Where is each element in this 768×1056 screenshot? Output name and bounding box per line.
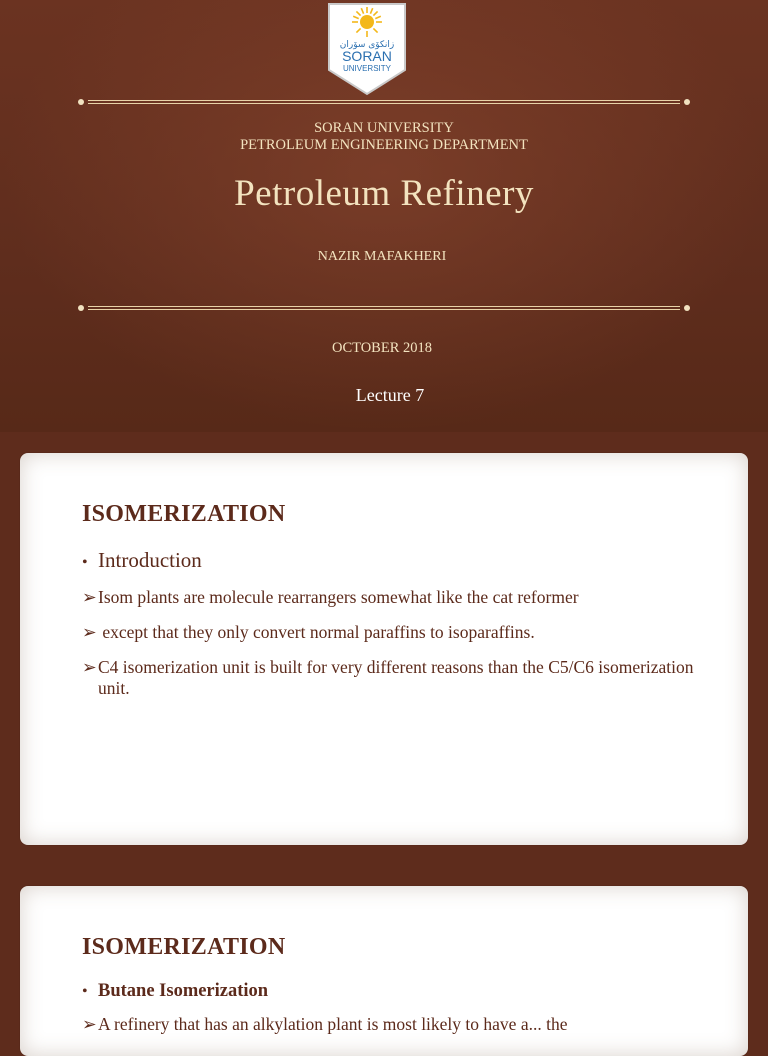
- logo-wordmark-line2: UNIVERSITY: [342, 64, 392, 73]
- logo-wordmark-line1: SORAN: [342, 48, 392, 64]
- list-item: [82, 1014, 718, 1035]
- slide-card-butane-isomerization: [20, 886, 748, 1056]
- slide-heading: ISOMERIZATION: [82, 501, 286, 527]
- slide-heading: ISOMERIZATION: [82, 934, 286, 960]
- university-name: SORAN UNIVERSITY: [314, 120, 454, 136]
- bullet-heading-text: Butane Isomerization: [98, 981, 269, 1001]
- author-name: NAZIR MAFAKHERI: [317, 249, 447, 264]
- bullet-heading-text: Introduction: [98, 548, 202, 572]
- list-item-text: C4 isomerization unit is built for very different reasons than the C5/C6 isomerization unit.: [98, 657, 694, 698]
- logo-arabic-text: زانكۆى سۆران: [339, 40, 395, 50]
- department-name: PETROLEUM ENGINEERING DEPARTMENT: [240, 137, 528, 153]
- list-item-text: Isom plants are molecule rearrangers somewhat like the cat reformer: [98, 587, 579, 607]
- bullet-icon: •: [82, 983, 88, 1000]
- bullet-icon: •: [82, 554, 88, 571]
- arrow-bullet-icon: ➢: [82, 657, 97, 677]
- list-item-text: A refinery that has an alkylation plant is most likely to have a... the: [98, 1014, 568, 1034]
- title-slide: [0, 0, 768, 432]
- soran-university-logo: [326, 2, 408, 96]
- university-heading: [0, 120, 768, 154]
- list-item: [82, 622, 718, 643]
- arrow-bullet-icon: ➢: [82, 1014, 97, 1034]
- sun-icon: [352, 7, 382, 37]
- date-label: OCTOBER 2018: [331, 340, 433, 356]
- bottom-ornamental-rule: [78, 305, 690, 311]
- bullet-heading: [82, 548, 202, 573]
- slide-card-isomerization-introduction: [20, 453, 748, 845]
- list-item: [82, 657, 718, 699]
- arrow-bullet-icon: ➢: [82, 622, 97, 642]
- page-title: Petroleum Refinery: [234, 173, 534, 214]
- list-item: [82, 587, 718, 608]
- list-item-text: except that they only convert normal paraffins to isoparaffins.: [98, 622, 535, 642]
- bullet-heading: [82, 981, 268, 1002]
- top-ornamental-rule: [78, 99, 690, 105]
- lecture-label: Lecture 7: [355, 385, 425, 405]
- arrow-bullet-icon: ➢: [82, 587, 97, 607]
